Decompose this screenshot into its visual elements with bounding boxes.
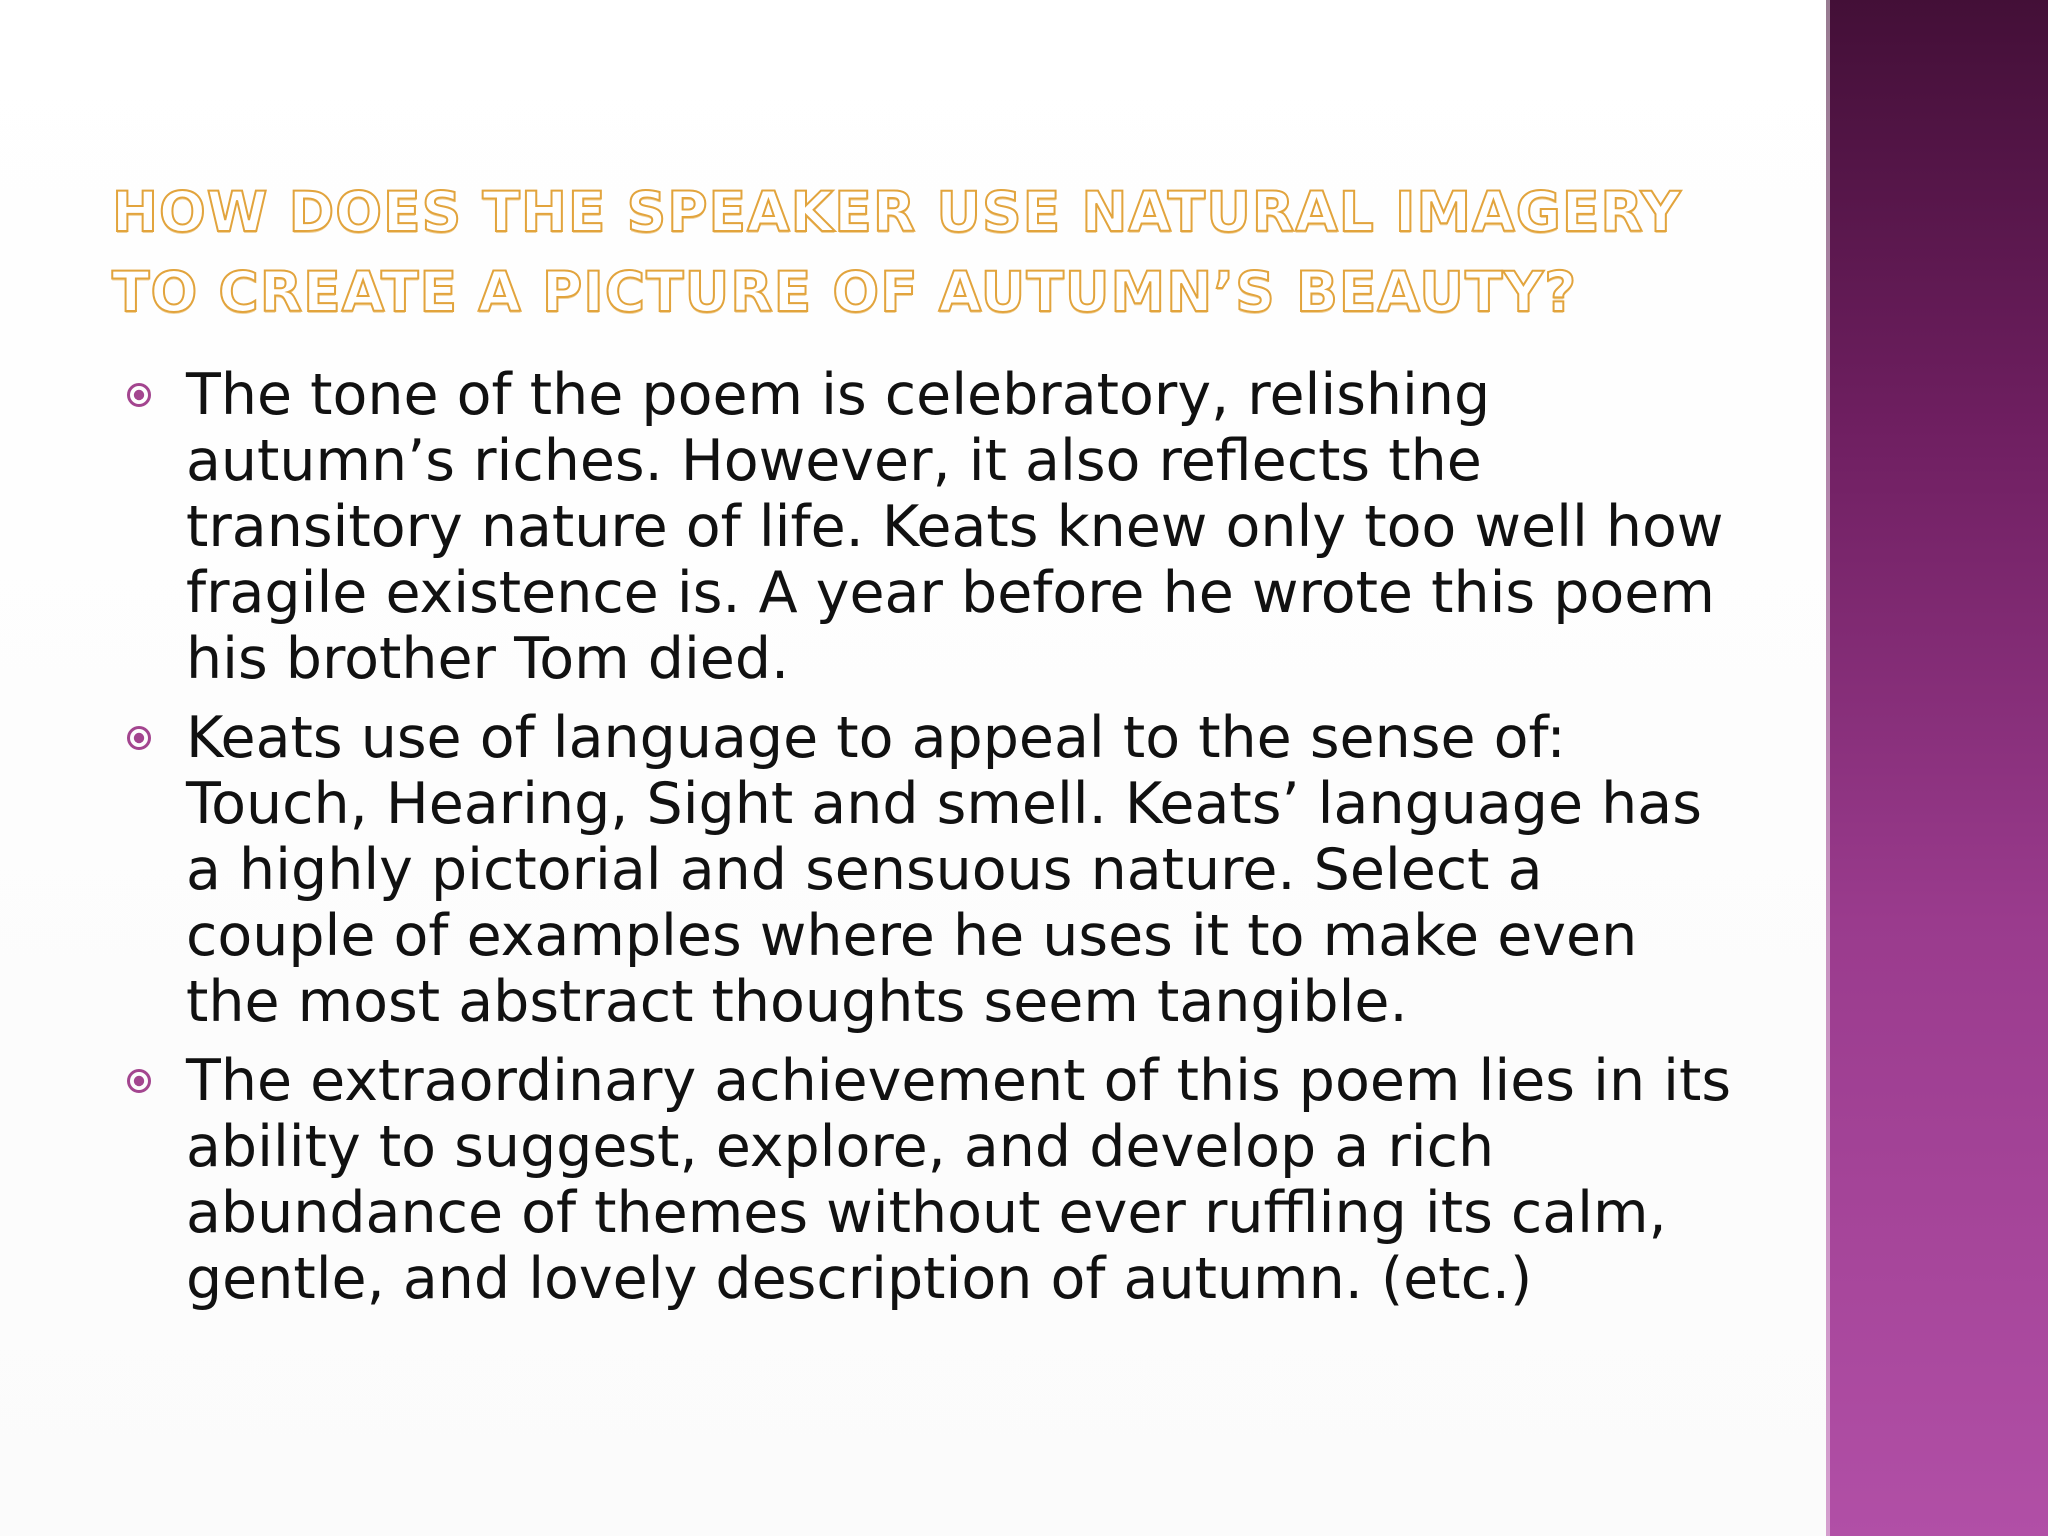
bullet-text: Keats use of language to appeal to the sense of: Touch, Hearing, Sight and smell. Keats’ language has a highly pictorial and sensuous nature. Select a couple of examples where he uses it to make even the most abstract thoughts seem tangible.	[186, 705, 1702, 1035]
slide-title-line-1: HOW DOES THE SPEAKER USE NATURAL IMAGERY	[112, 180, 1682, 244]
decorative-side-band	[1826, 0, 2048, 1536]
bullet-item	[126, 362, 1746, 692]
bullet-list	[126, 362, 1746, 1325]
bullet-text: The extraordinary achievement of this poem lies in its ability to suggest, explore, and develop a rich abundance of themes without ever ruffling its calm, gentle, and lovely description of autumn. (etc.)	[186, 1048, 1732, 1312]
slide-title	[112, 172, 1732, 332]
bullet-item	[126, 1048, 1746, 1312]
bullet-item	[126, 705, 1746, 1035]
bullet-circle-dot-icon	[126, 725, 152, 751]
bullet-text: The tone of the poem is celebratory, relishing autumn’s riches. However, it also reflects the transitory nature of life. Keats knew only too well how fragile existence is. A year before he wrote this poem his brother Tom died.	[186, 362, 1724, 692]
bullet-circle-dot-icon	[126, 382, 152, 408]
slide-title-line-2: TO CREATE A PICTURE OF AUTUMN’S BEAUTY?	[112, 260, 1578, 324]
bullet-circle-dot-icon	[126, 1068, 152, 1094]
